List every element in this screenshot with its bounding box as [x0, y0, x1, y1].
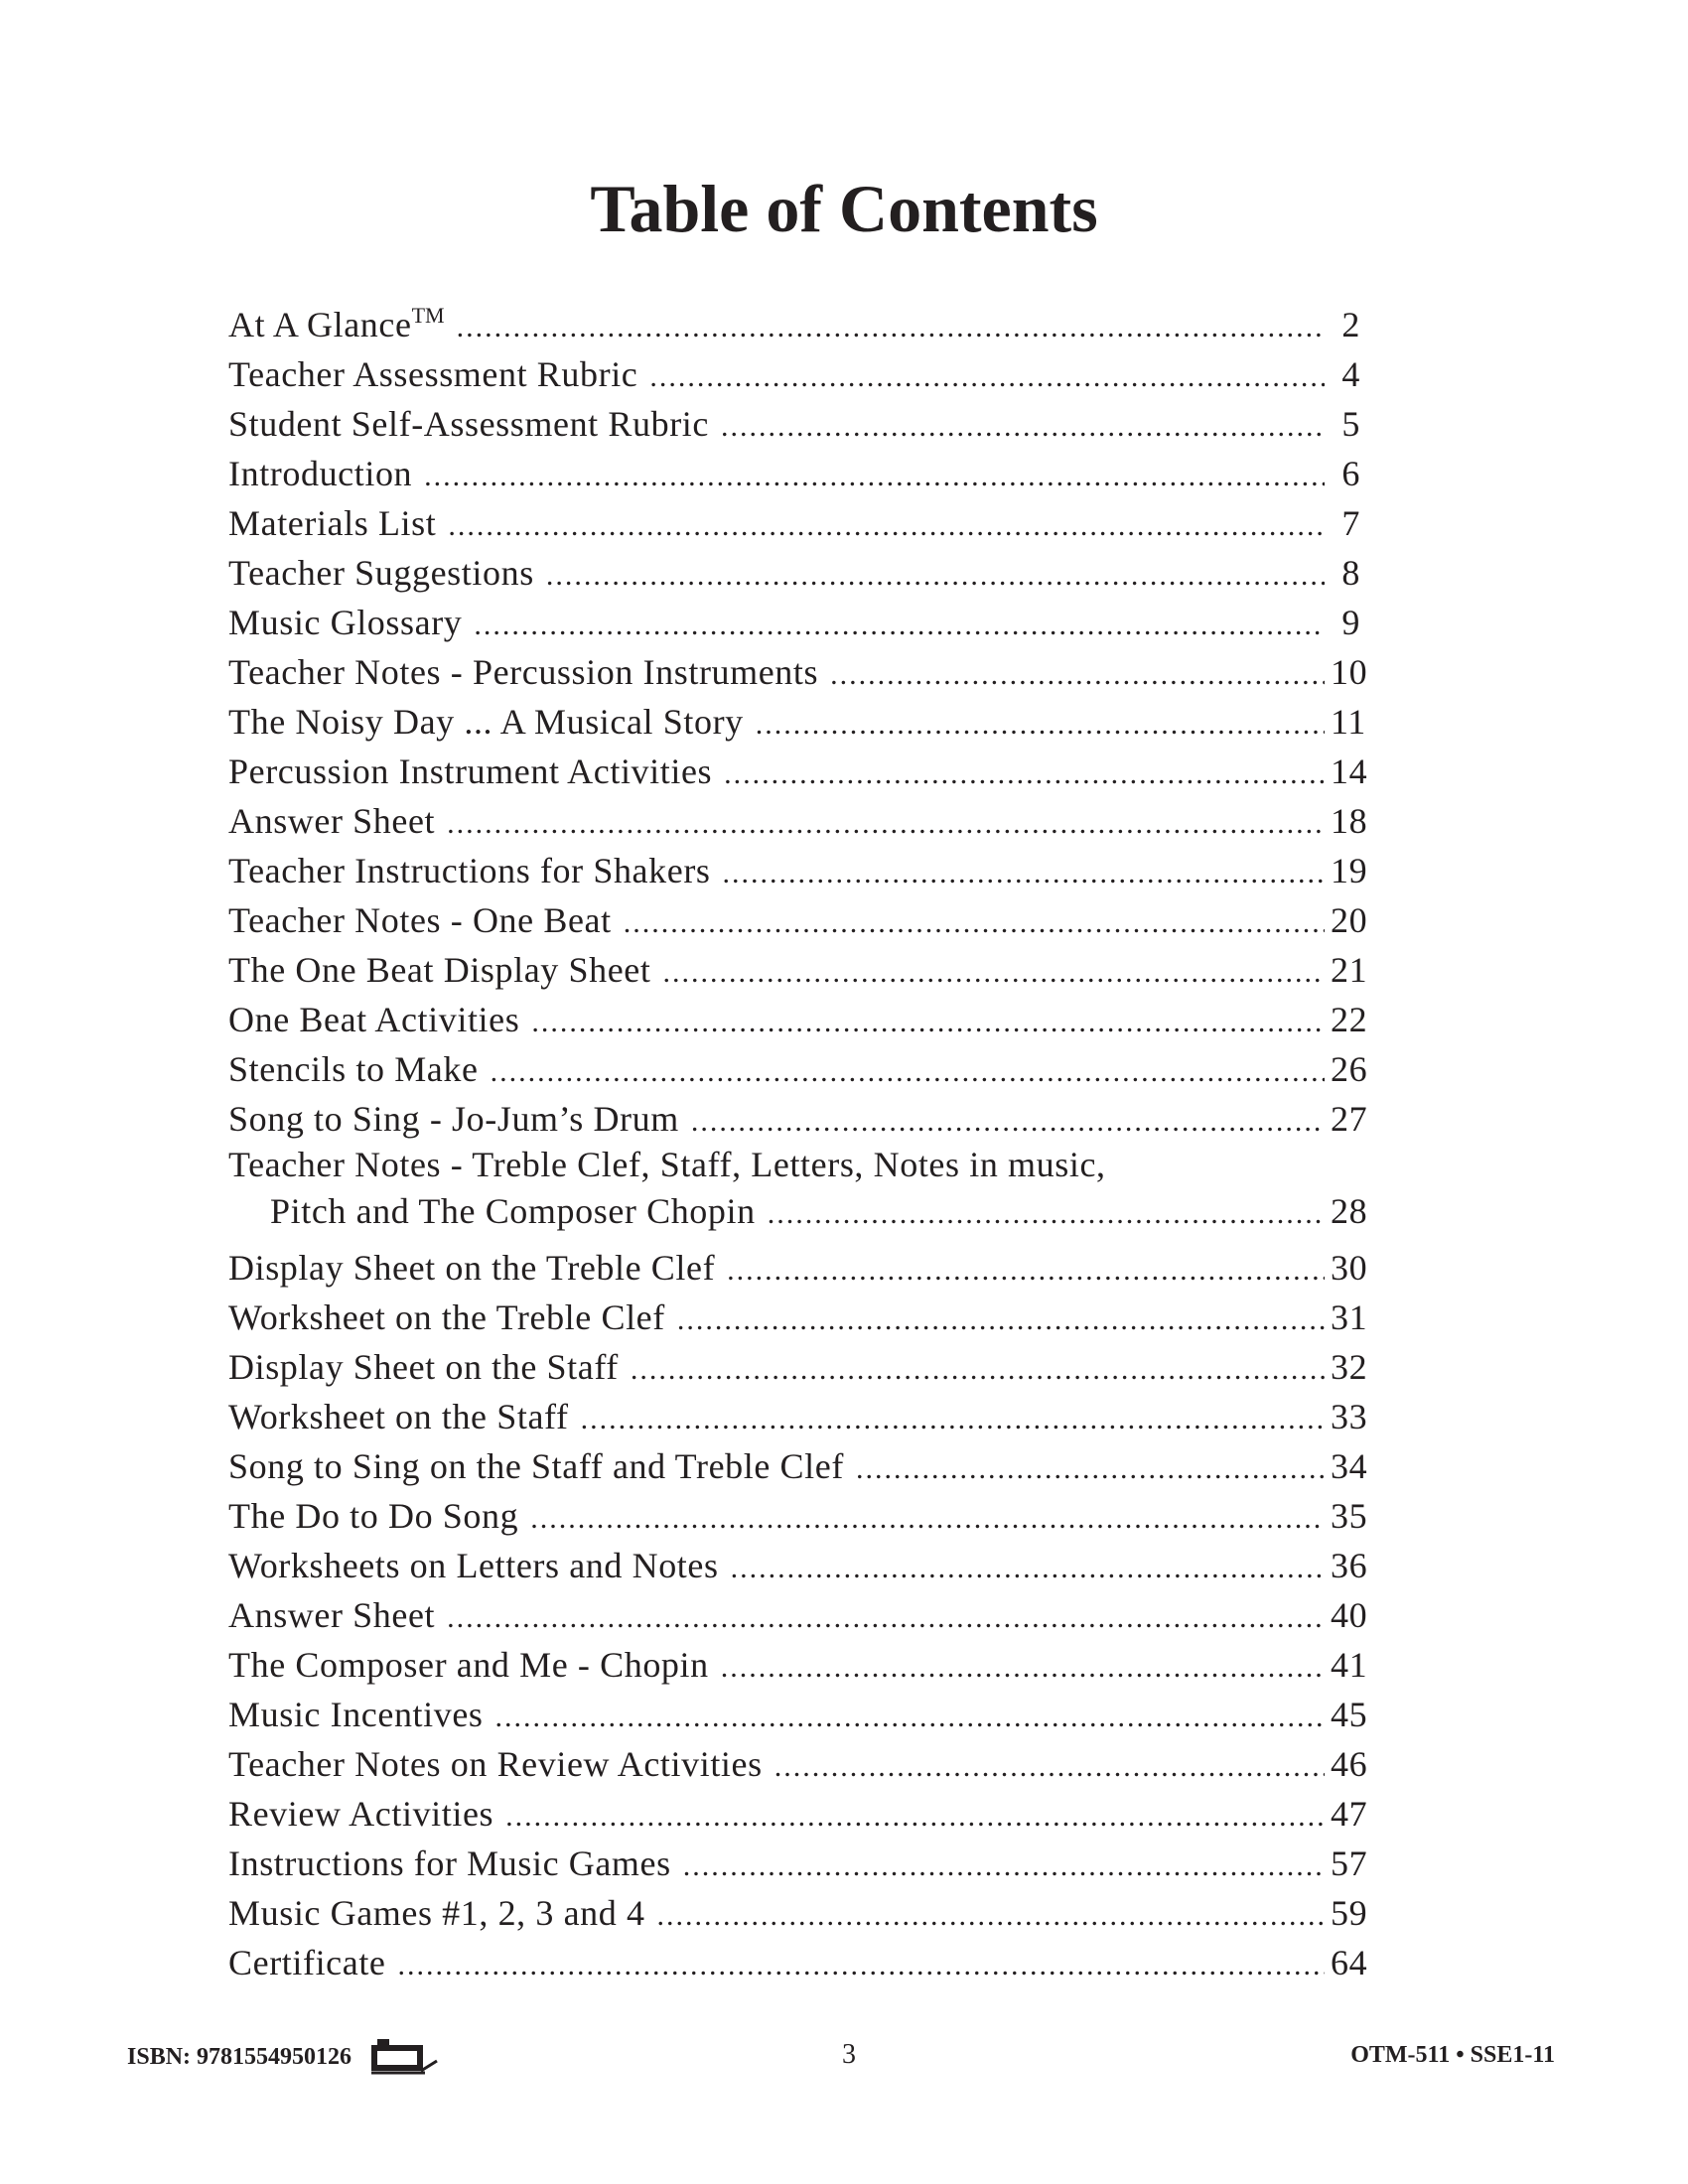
toc-entry: [228, 1690, 1368, 1739]
toc-entry-label: [228, 1094, 691, 1144]
toc-entry-page: 47: [1331, 1794, 1368, 1834]
toc-entry-label: [228, 399, 721, 449]
toc-entry-page: 11: [1331, 702, 1366, 742]
toc-entry-text: Music Incentives: [228, 1695, 484, 1734]
classroom-board-icon: [369, 2037, 439, 2077]
toc-entry-text: Song to Sing - Jo-Jum’s Drum: [228, 1099, 679, 1139]
footer-product-code: OTM-511 • SSE1-11: [1350, 2042, 1555, 2068]
dot-leader: [531, 998, 1325, 1047]
isbn-text: ISBN: 9781554950126: [127, 2044, 352, 2070]
toc-entry-label: [228, 349, 649, 399]
dot-leader: [723, 849, 1325, 898]
toc-entry: [228, 598, 1360, 647]
dot-leader: [624, 898, 1325, 948]
toc-entry-page: 31: [1331, 1297, 1368, 1337]
toc-entry: [228, 1739, 1368, 1789]
toc-entry-text: Student Self-Assessment Rubric: [228, 404, 709, 444]
toc-entry-page: 18: [1331, 801, 1368, 841]
toc-entry-label: [228, 598, 474, 647]
toc-entry-label: [228, 449, 424, 498]
toc-entry: [228, 1392, 1368, 1441]
toc-entry-label: [228, 1441, 856, 1491]
toc-entry: [228, 498, 1360, 548]
dot-leader: [721, 1643, 1325, 1693]
toc-entry-text: Worksheet on the Staff: [228, 1397, 569, 1436]
toc-entry-text: Teacher Notes on Review Activities: [228, 1744, 763, 1784]
toc-entry-page: 28: [1331, 1191, 1368, 1231]
toc-entry-page: 14: [1331, 751, 1368, 791]
toc-entry-label-continued: Pitch and The Composer Chopin: [270, 1191, 756, 1231]
toc-entry-text: Review Activities: [228, 1794, 494, 1834]
toc-entry-page: 2: [1341, 305, 1360, 344]
toc-entry: [228, 1541, 1368, 1590]
page-title: Table of Contents: [590, 171, 1098, 246]
toc-entry: [228, 1441, 1368, 1491]
toc-entry-page: 46: [1331, 1744, 1368, 1784]
toc-entry: [228, 1044, 1368, 1094]
toc-entry-page: 26: [1331, 1049, 1368, 1089]
dot-leader: [657, 1891, 1325, 1941]
toc-entry: [228, 1342, 1368, 1392]
toc-entry: [228, 1243, 1368, 1293]
toc-entry-page: 19: [1331, 851, 1368, 890]
dot-leader: [663, 948, 1326, 998]
toc-entry-text: The One Beat Display Sheet: [228, 950, 651, 990]
toc-entry-label: Teacher Notes - Treble Clef, Staff, Letters, Notes in music,: [228, 1145, 1106, 1184]
toc-entry-label: [228, 697, 756, 747]
dot-leader: [721, 402, 1325, 452]
toc-entry-page: 27: [1331, 1099, 1368, 1139]
dot-leader: [649, 352, 1325, 402]
toc-entry: [228, 1186, 1368, 1243]
toc-entry: [228, 895, 1368, 945]
toc-entry-text: Materials List: [228, 503, 437, 543]
toc-entry-text: Music Games #1, 2, 3 and 4: [228, 1893, 645, 1933]
dot-leader: [457, 303, 1325, 352]
toc-entry: [228, 1839, 1368, 1888]
toc-entry-page: 22: [1331, 1000, 1368, 1039]
toc-entry-text: Percussion Instrument Activities: [228, 751, 713, 791]
toc-entry-label: [228, 1938, 398, 1987]
dot-leader: [724, 750, 1325, 799]
toc-entry-label: [228, 945, 663, 995]
dot-leader: [731, 1544, 1325, 1593]
toc-entry: [228, 1144, 1360, 1186]
toc-entry-label: [228, 1739, 774, 1789]
toc-entry-label: [228, 895, 624, 945]
dot-leader: [756, 700, 1325, 750]
toc-entry-page: 9: [1341, 603, 1360, 642]
toc-entry: [228, 647, 1368, 697]
toc-entry-label: [228, 995, 531, 1044]
toc-entry-label: [228, 1839, 683, 1888]
toc-entry-text: Worksheet on the Treble Clef: [228, 1297, 665, 1337]
dot-leader: [447, 799, 1325, 849]
dot-leader: [448, 501, 1325, 551]
dot-leader: [505, 1792, 1325, 1842]
toc-entry: [228, 747, 1368, 796]
toc-entry-page: 30: [1331, 1248, 1368, 1288]
toc-entry-page: 33: [1331, 1397, 1368, 1436]
toc-entry-text: Instructions for Music Games: [228, 1843, 671, 1883]
toc-entry: [228, 300, 1360, 349]
toc-entry-text: Stencils to Make: [228, 1049, 479, 1089]
toc-entry: [228, 1789, 1368, 1839]
toc-entry-label: [228, 647, 830, 697]
dot-leader: [424, 452, 1325, 501]
toc-entry-label: [228, 1888, 657, 1938]
toc-entry-text: Song to Sing on the Staff and Treble Clef: [228, 1446, 844, 1486]
toc-entry-page: 8: [1341, 553, 1360, 593]
toc-entry: [228, 846, 1368, 895]
toc-entry-page: 5: [1341, 404, 1360, 444]
toc-entry-text: Worksheets on Letters and Notes: [228, 1546, 719, 1585]
toc-entry-label: [228, 1392, 581, 1441]
toc-entry-label: [228, 300, 457, 349]
toc-entry: [228, 548, 1360, 598]
dot-leader: [856, 1444, 1325, 1494]
toc-entry: [228, 1293, 1368, 1342]
toc-entry: [228, 1590, 1368, 1640]
toc-entry-page: 34: [1331, 1446, 1368, 1486]
toc-entry-label: [228, 1342, 631, 1392]
toc-entry-text: Teacher Suggestions: [228, 553, 534, 593]
toc-entry-page: 20: [1331, 900, 1368, 940]
toc-entry-text: Teacher Assessment Rubric: [228, 354, 638, 394]
footer-page-number: 3: [842, 2039, 856, 2070]
dot-leader: [774, 1742, 1325, 1792]
dot-leader: [683, 1842, 1325, 1891]
toc-entry: [228, 1094, 1368, 1144]
toc-entry-label: [228, 747, 724, 796]
toc-entry-label: [228, 1044, 491, 1094]
toc-entry-page: 21: [1331, 950, 1368, 990]
toc-entry-text: Teacher Notes - One Beat: [228, 900, 612, 940]
toc-entry-text: The Composer and Me - Chopin: [228, 1645, 709, 1685]
toc-entry: [228, 1888, 1368, 1938]
toc-entry-label: [228, 1491, 530, 1541]
dot-leader: [530, 1494, 1325, 1544]
toc-entry-label: [228, 846, 723, 895]
toc-entry-text: Certificate: [228, 1943, 386, 1982]
toc-entry-page: 36: [1331, 1546, 1368, 1585]
toc-entry: [228, 697, 1366, 747]
toc-entry: [228, 1938, 1368, 1987]
footer-isbn-block: [127, 2037, 439, 2077]
dot-leader: [691, 1097, 1325, 1147]
toc-entry-page: 4: [1341, 354, 1360, 394]
toc-entry-label: [228, 1541, 731, 1590]
toc-entry-label: [228, 1640, 721, 1690]
toc-entry-text: The Noisy Day ... A Musical Story: [228, 702, 744, 742]
toc-entry-page: 45: [1331, 1695, 1368, 1734]
toc-entry-label: [228, 796, 447, 846]
dot-leader: [631, 1345, 1325, 1395]
toc-entry-label: [228, 1690, 495, 1739]
toc-entry: [228, 945, 1368, 995]
table-of-contents: [228, 300, 1368, 1987]
dot-leader: [830, 650, 1325, 700]
toc-entry: [228, 1491, 1368, 1541]
toc-entry-page: 57: [1331, 1843, 1368, 1883]
toc-entry: [228, 399, 1360, 449]
toc-entry-page: 10: [1331, 652, 1368, 692]
toc-entry-label: [228, 548, 546, 598]
toc-entry: [228, 1640, 1368, 1690]
toc-entry-text: One Beat Activities: [228, 1000, 520, 1039]
dot-leader: [768, 1189, 1325, 1239]
dot-leader: [491, 1047, 1325, 1097]
dot-leader: [677, 1296, 1325, 1345]
dot-leader: [398, 1941, 1325, 1990]
toc-entry: [228, 449, 1360, 498]
dot-leader: [474, 601, 1325, 650]
dot-leader: [581, 1395, 1325, 1444]
dot-leader: [727, 1246, 1325, 1296]
toc-entry-page: 32: [1331, 1347, 1368, 1387]
toc-entry-label: [228, 1789, 505, 1839]
toc-entry-text: Display Sheet on the Staff: [228, 1347, 619, 1387]
toc-entry-page: 64: [1331, 1943, 1368, 1982]
toc-entry-text: The Do to Do Song: [228, 1496, 519, 1536]
dot-leader: [447, 1593, 1325, 1643]
toc-entry-label: [228, 1590, 447, 1640]
toc-entry-page: 6: [1341, 454, 1360, 493]
toc-entry-page: 41: [1331, 1645, 1368, 1685]
toc-entry-label: [228, 1293, 677, 1342]
toc-entry-text: Teacher Instructions for Shakers: [228, 851, 711, 890]
toc-entry-label: [228, 498, 448, 548]
toc-entry: [228, 995, 1368, 1044]
dot-leader: [495, 1693, 1325, 1742]
toc-entry-text: Answer Sheet: [228, 1595, 436, 1635]
toc-entry-page: 35: [1331, 1496, 1368, 1536]
toc-entry-text: At A Glance: [228, 305, 412, 344]
toc-entry-text: Introduction: [228, 454, 413, 493]
toc-entry-page: 59: [1331, 1893, 1368, 1933]
toc-entry-text: Display Sheet on the Treble Clef: [228, 1248, 716, 1288]
toc-entry: [228, 349, 1360, 399]
toc-entry-text: Answer Sheet: [228, 801, 436, 841]
toc-entry-page: 40: [1331, 1595, 1368, 1635]
dot-leader: [546, 551, 1325, 601]
toc-entry-label: [228, 1243, 727, 1293]
toc-entry: [228, 796, 1368, 846]
toc-entry-page: 7: [1341, 503, 1360, 543]
trademark-mark: TM: [411, 303, 445, 328]
toc-entry-text: Music Glossary: [228, 603, 463, 642]
toc-entry-text: Teacher Notes - Percussion Instruments: [228, 652, 819, 692]
